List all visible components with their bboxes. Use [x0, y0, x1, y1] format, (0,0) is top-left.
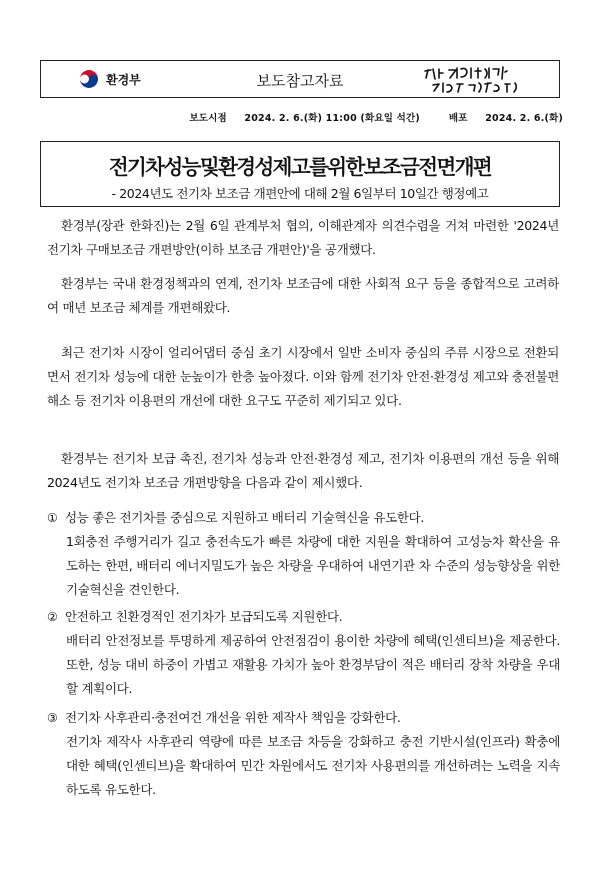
- item-3-heading: [47, 706, 559, 730]
- item-2-bullet: ②: [47, 610, 58, 624]
- distribution-value: 2024. 2. 6.(화): [485, 113, 563, 124]
- item-2-body: 배터리 안전정보를 투명하게 제공하여 안전점검이 용이한 차량에 혜택(인센티브)을 제공한다. 또한, 성능 대비 하중이 가볍고 재활용 가치가 높아 환경부담이 적은 배터리 장착 차량을 우대할 계획이다.: [66, 633, 560, 696]
- item-3-bullet: ③: [47, 711, 58, 725]
- distribution-label: 배포: [448, 113, 468, 124]
- item-2-heading-text: 안전하고 친환경적인 전기차가 보급되도록 지원한다.: [65, 609, 343, 624]
- release-dates: [0, 110, 563, 124]
- release-value: 2024. 2. 6.(화) 11:00 (화요일 석간): [244, 113, 420, 124]
- paragraph-4: 환경부는 전기차 보급 촉진, 전기차 성능과 안전·환경성 제고, 전기차 이용편의 개선 등을 위해 2024년도 전기차 보조금 개편방향을 다음과 같이 제시했다.: [47, 451, 559, 490]
- document-type: 보도참고자료: [256, 72, 344, 90]
- item-1-heading-text: 성능 좋은 전기차를 중심으로 지원하고 배터리 기술혁신을 유도한다.: [65, 510, 425, 525]
- paragraph-1: 환경부(장관 한화진)는 2월 6일 관계부처 협의, 이해관계자 의견수렴을 거쳐 마련한 '2024년 전기차 구매보조금 개편방안(이하 보조금 개편안)'을 공개했다.: [47, 218, 559, 257]
- release-label: 보도시점: [189, 113, 227, 124]
- paragraph-3: 최근 전기차 시장이 얼리어댑터 중심 초기 시장에서 일반 소비자 중심의 주류 시장으로 전환되면서 전기차 성능에 대한 눈높이가 한층 높아졌다. 이와 함께 전기차 안전·환경성 제고와 충전불편 해소 등 전기차 이용편의 개선에 대한 요구도 꾸준히 제기되고 있다.: [47, 345, 559, 408]
- press-subtitle: - 2024년도 전기차 보조금 개편안에 대해 2월 6일부터 10일간 행정예고: [111, 186, 489, 201]
- item-3-body: 전기차 제작사 사후관리 역량에 따른 보조금 차등을 강화하고 충전 기반시설(인프라) 확충에 대한 혜택(인센티브)을 확대하여 민간 차원에서도 전기차 사용편의를 개선하려는 노력을 지속하도록 유도한다.: [66, 734, 560, 797]
- item-1-bullet: ①: [47, 511, 58, 525]
- press-title: 전기차성능및환경성제고를위한보조금전면개편: [108, 155, 492, 179]
- header-box: [40, 60, 560, 98]
- title-box: [40, 141, 560, 207]
- ministry-name: 환경부: [106, 72, 141, 87]
- item-1-heading: [47, 506, 559, 530]
- slogan-calligraphy: [419, 63, 539, 95]
- item-3-heading-text: 전기차 사후관리·충전여건 개선을 위한 제작사 책임을 강화한다.: [65, 710, 401, 725]
- paragraph-2: 환경부는 국내 환경정책과의 연계, 전기차 보조금에 대한 사회적 요구 등을 종합적으로 고려하여 매년 보조금 체계를 개편해왔다.: [47, 276, 559, 315]
- item-1-body: 1회충전 주행거리가 길고 충전속도가 빠른 차량에 대한 지원을 확대하여 고성능차 확산을 유도하는 한편, 배터리 에너지밀도가 높은 차량을 우대하여 내연기관 차 수준의 성능향상을 위한 기술혁신을 견인한다.: [66, 534, 560, 597]
- item-2-heading: [47, 605, 559, 629]
